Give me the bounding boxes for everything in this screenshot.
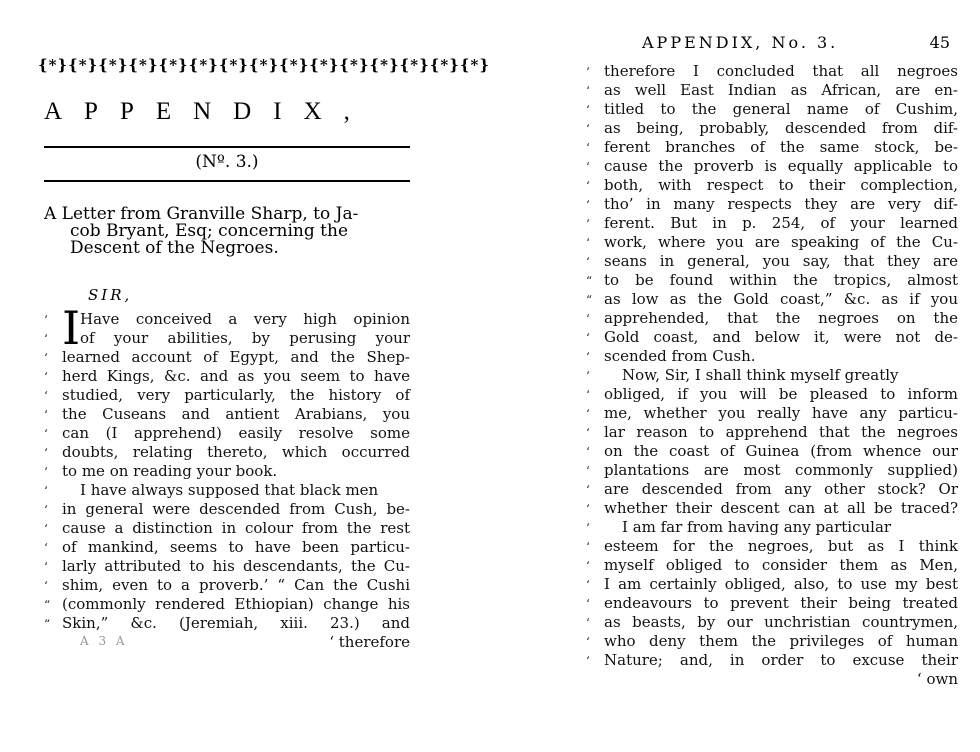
line-text: endeavours to prevent their being treated — [604, 594, 958, 612]
text-line — [586, 575, 958, 594]
quote-mark: ‘ — [586, 122, 590, 136]
text-line — [586, 62, 958, 81]
quote-mark: ‘ — [586, 483, 590, 497]
line-text: (commonly rendered Ethiopian) change his — [62, 595, 410, 613]
line-text: are descended from any other stock? Or — [604, 480, 958, 498]
quote-mark: ‘ — [586, 616, 590, 630]
line-text: work, where you are speaking of the Cu- — [604, 233, 958, 251]
text-line — [586, 233, 958, 252]
quote-mark: ‘ — [44, 446, 48, 460]
quote-mark: ‘ — [586, 179, 590, 193]
text-line — [586, 138, 958, 157]
text-line — [586, 404, 958, 423]
line-text: the Cuseans and antient Arabians, you — [62, 405, 410, 423]
quote-mark: ‘ — [586, 84, 590, 98]
quote-mark: ‘ — [586, 426, 590, 440]
text-line — [586, 385, 958, 404]
line-text: as being, probably, descended from dif- — [604, 119, 958, 137]
line-text: learned account of Egypt, and the Shep- — [62, 348, 410, 366]
line-text: as well East Indian as African, are en- — [604, 81, 958, 99]
line-text: seans in general, you say, that they are — [604, 252, 958, 270]
line-text: to me on reading your book. — [62, 462, 278, 480]
quote-mark: ‘ — [586, 597, 590, 611]
text-line — [44, 500, 410, 519]
text-line — [586, 290, 958, 309]
quote-mark: ‘ — [44, 351, 48, 365]
text-line — [586, 613, 958, 632]
line-text: I am certainly obliged, also, to use my best — [604, 575, 958, 593]
line-text: Nature; and, in order to excuse their — [604, 651, 958, 669]
text-line — [586, 461, 958, 480]
line-text: tho’ in many respects they are very dif- — [604, 195, 958, 213]
line-text: I have always supposed that black men — [80, 481, 379, 499]
line-text: to be found within the tropics, almost — [604, 271, 958, 289]
text-line — [586, 518, 958, 537]
quote-mark: ‘ — [586, 141, 590, 155]
quote-mark: ‘ — [44, 332, 48, 346]
quote-mark: ‘ — [44, 484, 48, 498]
quote-mark: ‘ — [586, 103, 590, 117]
quote-mark: ‘ — [586, 65, 590, 79]
quote-mark: ‘ — [586, 407, 590, 421]
quote-mark: ‘ — [44, 560, 48, 574]
quote-mark: ‘ — [586, 350, 590, 364]
quote-mark: “ — [44, 617, 51, 631]
text-line — [44, 424, 410, 443]
line-text: as beasts, by our unchristian countrymen, — [604, 613, 958, 631]
quote-mark: ‘ — [586, 635, 590, 649]
quote-mark: ‘ — [586, 502, 590, 516]
quote-mark: ‘ — [586, 445, 590, 459]
quote-mark: ‘ — [44, 503, 48, 517]
text-line — [586, 119, 958, 138]
text-line — [44, 576, 410, 595]
line-text: lar reason to apprehend that the negroes — [604, 423, 958, 441]
running-head-title: APPENDIX, No. 3. — [642, 33, 839, 52]
text-line — [44, 481, 410, 500]
quote-mark: ‘ — [44, 522, 48, 536]
line-text: in general were descended from Cush, be- — [62, 500, 410, 518]
line-text: who deny them the privileges of human — [604, 632, 958, 650]
page-number: 45 — [929, 33, 950, 52]
appendix-title: APPENDIX, — [44, 98, 372, 125]
line-text: I am far from having any particular — [622, 518, 892, 536]
line-text: Skin,” &c. (Jeremiah, xiii. 23.) and — [62, 614, 410, 632]
line-text: ferent branches of the same stock, be- — [604, 138, 958, 156]
right-page — [490, 0, 980, 752]
text-line — [586, 100, 958, 119]
quote-mark: ‘ — [586, 578, 590, 592]
quote-mark: ‘ — [586, 331, 590, 345]
letter-heading-line: A Letter from Granville Sharp, to Ja- — [44, 204, 359, 224]
text-line — [586, 594, 958, 613]
text-line — [586, 537, 958, 556]
quote-mark: ‘ — [44, 541, 48, 555]
line-text: on the coast of Guinea (from whence our — [604, 442, 958, 460]
text-line — [586, 271, 958, 290]
text-line — [44, 462, 410, 481]
line-text: ‘ own — [916, 670, 958, 688]
quote-mark: “ — [44, 598, 51, 612]
line-text: esteem for the negroes, but as I think — [604, 537, 958, 555]
quote-mark: ‘ — [44, 465, 48, 479]
quote-mark: ‘ — [44, 579, 48, 593]
text-line — [586, 423, 958, 442]
line-text: can (I apprehend) easily resolve some — [62, 424, 410, 442]
letter-heading — [44, 206, 408, 257]
quote-mark: ‘ — [44, 370, 48, 384]
line-text: titled to the general name of Cushim, — [604, 100, 958, 118]
text-line — [44, 405, 410, 424]
text-line — [586, 309, 958, 328]
text-line — [586, 480, 958, 499]
ornament-border: {*}{*}{*}{*}{*}{*}{*}{*}{*}{*}{*}{*}{*}{*}{*} — [38, 56, 491, 74]
signature-mark: A 3 A — [80, 634, 128, 648]
text-line — [586, 442, 958, 461]
quote-mark: “ — [586, 274, 593, 288]
quote-mark: ‘ — [586, 388, 590, 402]
line-text: herd Kings, &c. and as you seem to have — [62, 367, 410, 385]
quote-mark: “ — [586, 293, 593, 307]
text-line — [586, 651, 958, 670]
quote-mark: ‘ — [44, 389, 48, 403]
quote-mark: ‘ — [586, 160, 590, 174]
line-text: cause a distinction in colour from the rest — [62, 519, 410, 537]
title-rule-top — [44, 146, 410, 148]
line-text: shim, even to a proverb.’ “ Can the Cushi — [62, 576, 410, 594]
text-line — [586, 81, 958, 100]
text-line — [44, 443, 410, 462]
text-line — [586, 328, 958, 347]
line-text: plantations are most commonly supplied) — [604, 461, 958, 479]
line-text: larly attributed to his descendants, the Cu- — [62, 557, 410, 575]
quote-mark: ‘ — [586, 464, 590, 478]
text-line — [44, 329, 410, 348]
quote-mark: ‘ — [586, 540, 590, 554]
text-line — [586, 556, 958, 575]
line-text: of your abilities, by perusing your — [80, 329, 410, 347]
text-line — [44, 519, 410, 538]
line-text: of mankind, seems to have been particu- — [62, 538, 410, 556]
right-body-text — [586, 62, 958, 689]
drop-cap: I — [62, 301, 81, 355]
text-line — [586, 195, 958, 214]
text-line — [44, 386, 410, 405]
quote-mark: ‘ — [586, 559, 590, 573]
salutation: SIR, — [88, 286, 133, 304]
line-text: studied, very particularly, the history of — [62, 386, 410, 404]
quote-mark: ‘ — [44, 427, 48, 441]
line-text: apprehended, that the negroes on the — [604, 309, 958, 327]
running-head — [642, 33, 950, 52]
text-line — [44, 310, 410, 329]
left-body-text — [44, 310, 410, 652]
line-text: me, whether you really have any particu- — [604, 404, 958, 422]
quote-mark: ‘ — [586, 236, 590, 250]
text-line — [44, 538, 410, 557]
text-line — [44, 614, 410, 633]
text-line — [44, 595, 410, 614]
quote-mark: ‘ — [586, 198, 590, 212]
text-line — [586, 214, 958, 233]
line-text: as low as the Gold coast,” &c. as if you — [604, 290, 958, 308]
line-text: ‘ therefore — [329, 633, 410, 651]
line-text: myself obliged to consider them as Men, — [604, 556, 958, 574]
quote-mark: ‘ — [586, 521, 590, 535]
text-line — [586, 632, 958, 651]
appendix-number: (Nº. 3.) — [195, 152, 259, 172]
line-text: whether their descent can at all be traced? — [604, 499, 958, 517]
text-line — [586, 347, 958, 366]
text-line — [586, 252, 958, 271]
line-text: cause the proverb is equally applicable to — [604, 157, 958, 175]
line-text: both, with respect to their complection, — [604, 176, 958, 194]
line-text: obliged, if you will be pleased to inform — [604, 385, 958, 403]
line-text: Have conceived a very high opinion — [80, 310, 410, 328]
quote-mark: ‘ — [586, 369, 590, 383]
line-text: therefore I concluded that all negroes — [604, 62, 958, 80]
quote-mark: ‘ — [44, 408, 48, 422]
quote-mark: ‘ — [586, 312, 590, 326]
line-text: ferent. But in p. 254, of your learned — [604, 214, 958, 232]
letter-heading-line: cob Bryant, Esq; concerning the — [70, 221, 349, 241]
text-line — [586, 499, 958, 518]
text-line — [44, 348, 410, 367]
letter-heading-line: Descent of the Negroes. — [70, 238, 279, 258]
title-rule-bottom — [44, 180, 410, 182]
text-line — [44, 367, 410, 386]
line-text: doubts, relating thereto, which occurred — [62, 443, 410, 461]
line-text: Gold coast, and below it, were not de- — [604, 328, 958, 346]
text-line — [44, 557, 410, 576]
line-text: scended from Cush. — [604, 347, 756, 365]
text-line — [586, 157, 958, 176]
quote-mark: ‘ — [586, 654, 590, 668]
line-text: Now, Sir, I shall think myself greatly — [622, 366, 899, 384]
quote-mark: ‘ — [586, 255, 590, 269]
text-line — [586, 670, 958, 689]
text-line — [586, 176, 958, 195]
quote-mark: ‘ — [44, 313, 48, 327]
quote-mark: ‘ — [586, 217, 590, 231]
text-line — [586, 366, 958, 385]
